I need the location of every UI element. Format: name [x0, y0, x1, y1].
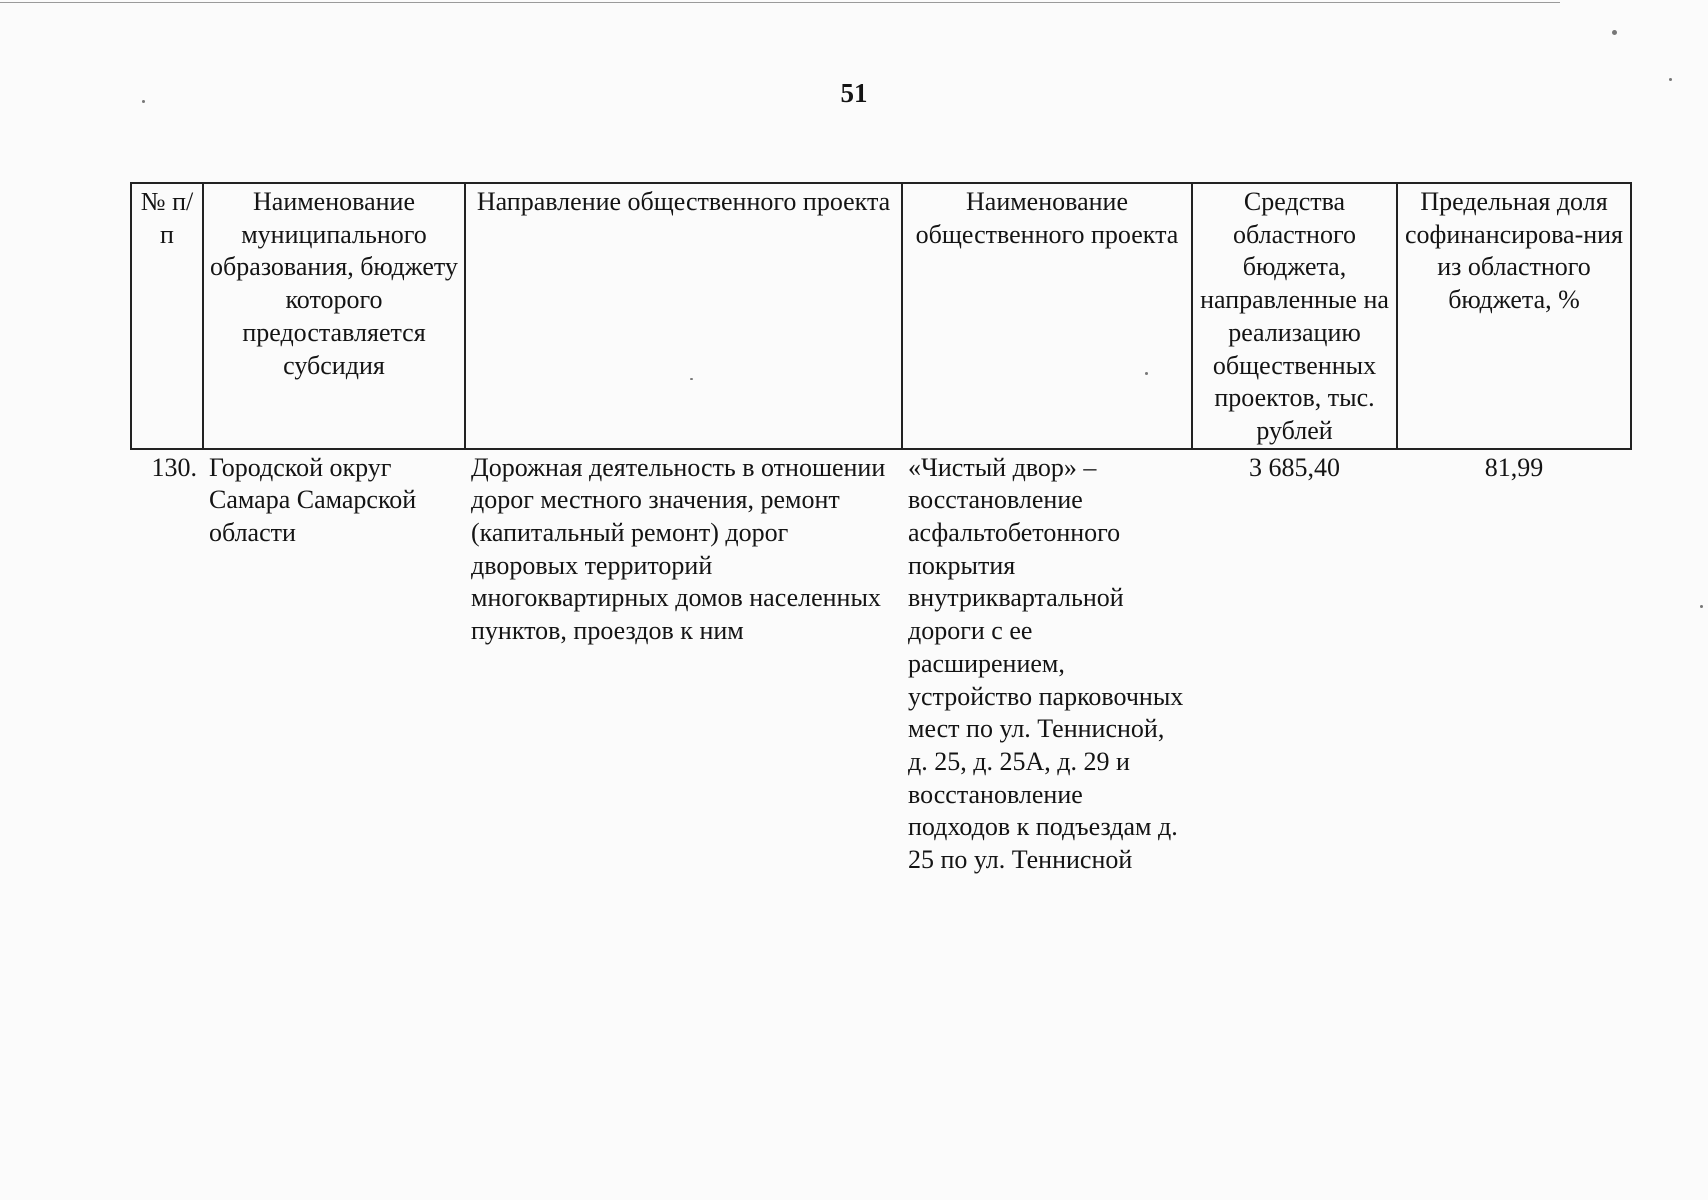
- scan-speck: [690, 378, 693, 380]
- row-direction: Дорожная деятельность в отношении дорог местного значения, ремонт (капитальный ремонт) дорог дворовых территорий многоквартирных домов населенных пунктов, проездов к ним: [471, 452, 886, 646]
- header-municipality: Наименование муниципального образования, бюджету которого предоставляется субсидия: [203, 183, 465, 449]
- page-number: 51: [840, 78, 868, 108]
- subsidy-table: [130, 182, 1632, 877]
- row-municipality: Городской округ Самара Самарской области: [209, 452, 417, 548]
- scan-speck: [1700, 605, 1703, 608]
- header-direction: Направление общественного проекта: [465, 183, 902, 449]
- header-share: Предельная доля софинансирова-ния из областного бюджета, %: [1397, 183, 1631, 449]
- scan-top-edge: [0, 2, 1560, 3]
- table-row: [131, 449, 1631, 877]
- row-share: 81,99: [1484, 452, 1544, 482]
- row-funds: 3 685,40: [1249, 452, 1340, 482]
- header-number: № п/п: [131, 183, 203, 449]
- scan-speck: [1145, 372, 1148, 375]
- scan-speck: [1669, 78, 1672, 81]
- table-header-row: [131, 183, 1631, 449]
- row-number: 130.: [151, 452, 197, 482]
- scan-speck: [142, 100, 145, 103]
- header-project: Наименование общественного проекта: [902, 183, 1192, 449]
- scan-speck: [1612, 30, 1617, 35]
- row-project: «Чистый двор» – восстановление асфальтобетонного покрытия внутриквартальной дороги с ее расширением, устройство парковочных мест по ул. Теннисной, д. 25, д. 25А, д. 29 и восстановление подходов к подъездам д. 25 по ул. Теннисной: [908, 452, 1184, 875]
- header-funds: Средства областного бюджета, направленные на реализацию общественных проектов, тыс. рублей: [1192, 183, 1397, 449]
